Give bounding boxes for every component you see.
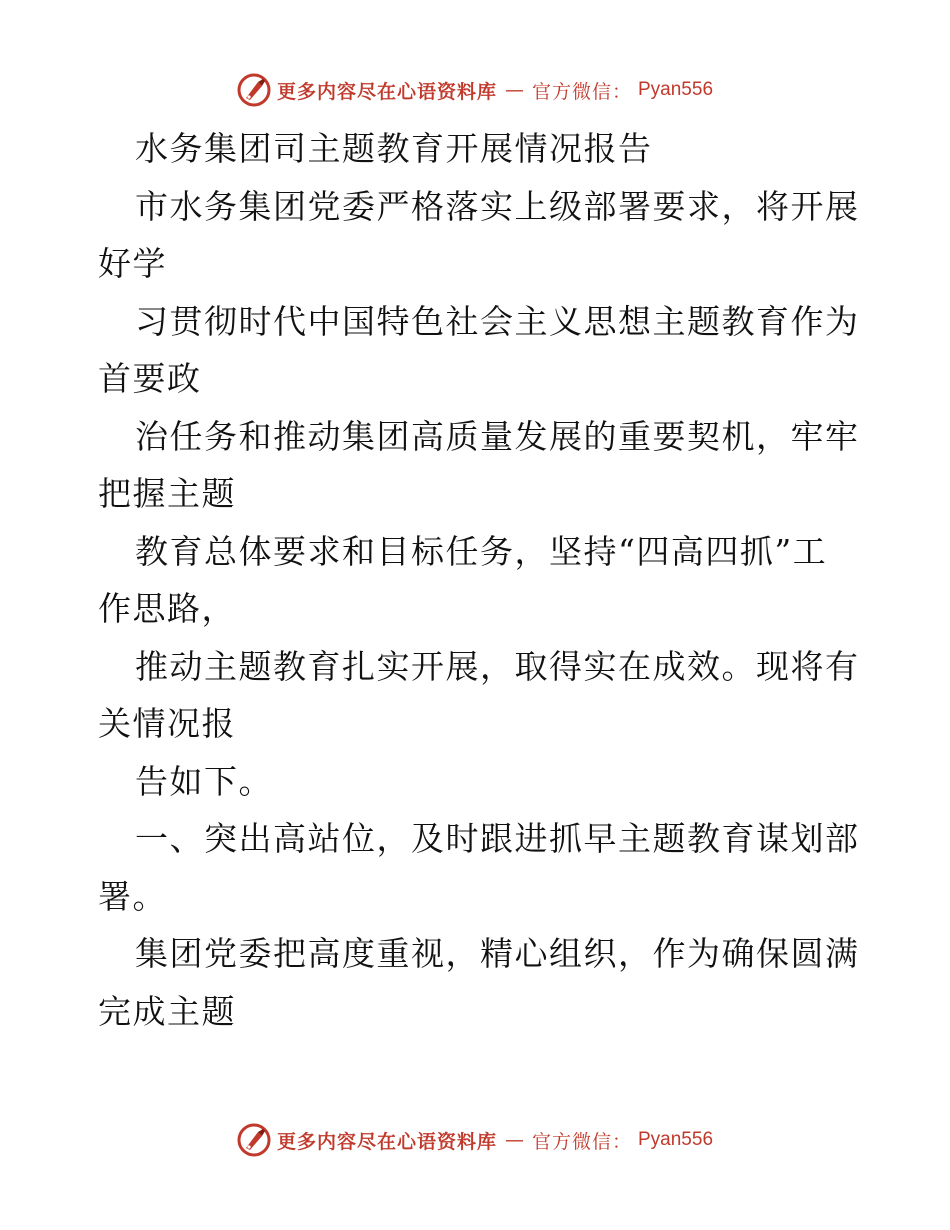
fountain-pen-logo-icon — [237, 1123, 271, 1157]
document-line: 把握主题 — [98, 474, 236, 513]
document-line: 市水务集团党委严格落实上级部署要求，将开展 — [135, 186, 860, 226]
watermark-official-label: 官方微信： — [531, 1130, 632, 1153]
document-line: 关情况报 — [98, 704, 236, 743]
document-line: 推动主题教育扎实开展，取得实在成效。现将有 — [135, 646, 860, 686]
watermark-dash: — — [504, 79, 524, 101]
watermark-dash: — — [504, 1129, 524, 1151]
document-body — [98, 120, 858, 1040]
watermark-brand: 更多内容尽在心语资料库 — [276, 80, 497, 103]
document-line: 一、突出高站位，及时跟进抓早主题教育谋划部 — [135, 819, 860, 858]
document-line: 水务集团司主题教育开展情况报告 — [135, 129, 653, 168]
document-line: 好学 — [98, 244, 167, 283]
document-line: 作思路， — [98, 589, 236, 628]
watermark-brand: 更多内容尽在心语资料库 — [276, 1130, 497, 1153]
document-line: 署。 — [98, 876, 167, 916]
document-line: 完成主题 — [98, 991, 236, 1031]
watermark-official-label: 官方微信： — [531, 80, 632, 103]
watermark-header — [0, 70, 950, 110]
fountain-pen-logo-icon — [237, 73, 271, 107]
document-line: 教育总体要求和目标任务，坚持“四高四抓”工 — [135, 531, 828, 571]
document-line: 治任务和推动集团高质量发展的重要契机，牢牢 — [135, 416, 860, 456]
watermark-wechat-handle: Pyan556 — [638, 79, 714, 100]
document-line: 集团党委把高度重视，精心组织，作为确保圆满 — [135, 934, 860, 973]
document-line: 首要政 — [98, 359, 202, 398]
watermark-footer — [0, 1120, 950, 1160]
document-line: 习贯彻时代中国特色社会主义思想主题教育作为 — [135, 301, 860, 341]
watermark-wechat-handle: Pyan556 — [638, 1129, 714, 1150]
document-line: 告如下。 — [135, 761, 273, 801]
